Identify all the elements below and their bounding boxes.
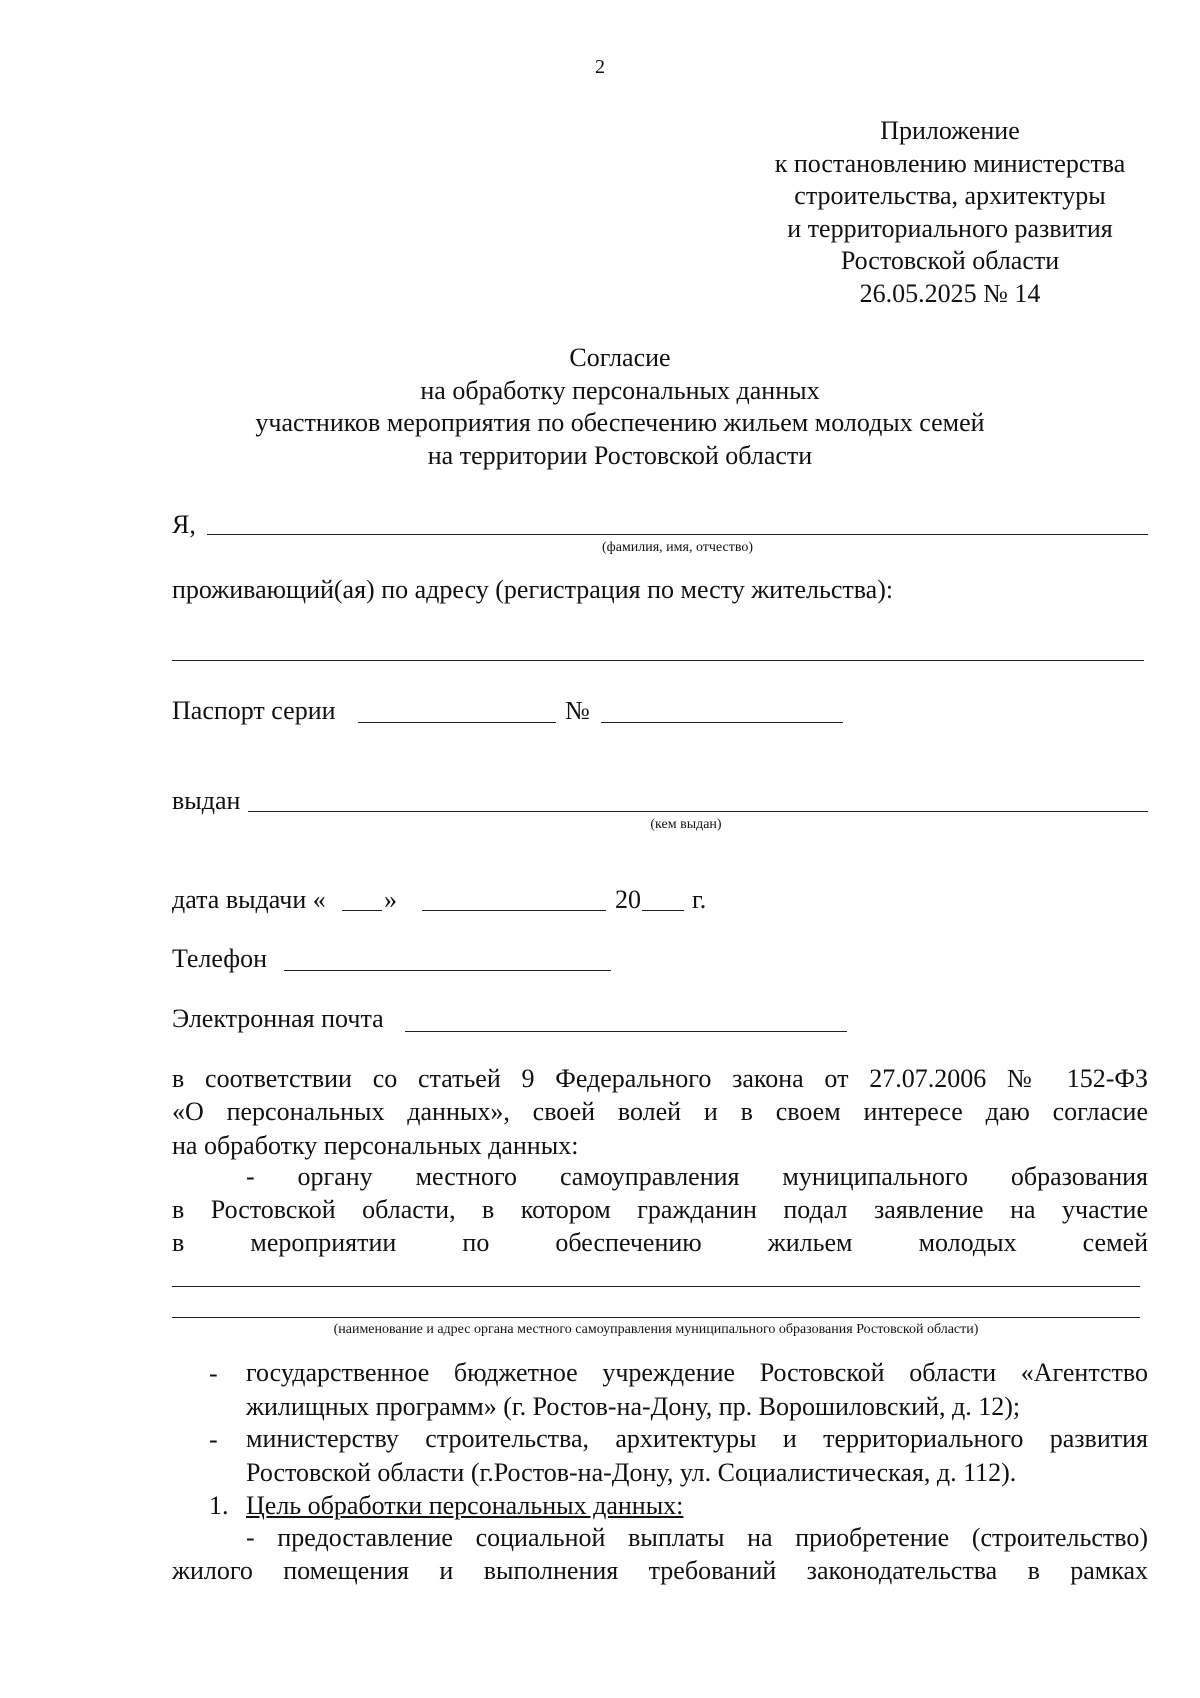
org1-line: в Ростовской области, в котором гражданин подал заявление на участие [172,1195,1148,1224]
email-label: Электронная почта [172,1004,384,1033]
passport-number-input-line[interactable] [601,722,843,723]
title-line: участников мероприятия по обеспечению жильем молодых семей [255,408,985,437]
phone-input-line[interactable] [284,970,611,971]
phone-label: Телефон [172,944,268,973]
email-input-line[interactable] [405,1031,847,1032]
title-line: на обработку персональных данных [420,375,820,405]
title-line: на территории Ростовской области [427,440,813,470]
org1-caption: (наименование и адрес органа местного самоуправления муниципального образования Ростовской области) [333,1322,979,1337]
consent-paragraph-line: «О персональных данных», своей волей и в своем интересе даю согласие [172,1097,1148,1126]
bullet-dash: - [209,1425,218,1454]
issue-date-close: » [384,885,397,914]
issued-by-input-line[interactable] [248,811,1148,812]
issued-label: выдан [172,786,241,815]
fio-caption: (фамилия, имя, отчество) [601,540,754,555]
org1-line: в мероприятии по обеспечению жильем молодых семей [172,1228,1148,1257]
appendix-line: Приложение [880,116,1020,145]
address-input-line[interactable] [172,660,1144,661]
fio-input-line[interactable] [207,534,1148,535]
passport-series-input-line[interactable] [358,722,556,723]
org2-line: жилищных программ» (г. Ростов-на-Дону, пр. Ворошиловский, д. 12); [246,1392,1021,1421]
issue-year-input-line[interactable] [642,910,684,911]
appendix-line: и территориального развития [787,213,1113,243]
appendix-header [720,115,1180,310]
purpose-line: - предоставление социальной выплаты на приобретение (строительство) [246,1523,1148,1552]
consent-paragraph-line: в соответствии со статьей 9 Федерального закона от 27.07.2006 № 152-ФЗ [172,1064,1148,1093]
issue-date-label: дата выдачи « [172,885,326,914]
document-title [230,342,1010,472]
i-label: Я, [172,510,196,539]
appendix-line: строительства, архитектуры [794,181,1106,210]
org1-line: - органу местного самоуправления муниципального образования [246,1162,1148,1191]
section1-number: 1. [209,1491,229,1520]
page-number: 2 [595,56,605,78]
issue-year-suffix: г. [692,885,707,914]
appendix-date-number: 26.05.2025 № 14 [859,278,1041,308]
org1-address-input-line[interactable] [172,1317,1140,1318]
issue-year-prefix: 20 [615,885,641,914]
org3-line: Ростовской области (г.Ростов-на-Дону, ул. Социалистическая, д. 112). [246,1458,1017,1487]
appendix-line: Ростовской области [840,246,1060,275]
issue-month-input-line[interactable] [422,910,606,911]
issued-caption: (кем выдан) [650,817,722,832]
purpose-line: жилого помещения и выполнения требований законодательства в рамках [172,1556,1148,1585]
section1-title: Цель обработки персональных данных: [246,1491,684,1520]
org1-name-input-line[interactable] [172,1286,1140,1287]
consent-paragraph-line: на обработку персональных данных: [172,1131,579,1160]
appendix-line: к постановлению министерства [774,148,1126,178]
title-line: Согласие [569,343,671,372]
issue-day-input-line[interactable] [342,910,382,911]
bullet-dash: - [209,1359,218,1388]
org2-line: государственное бюджетное учреждение Ростовской области «Агентство [246,1358,1148,1387]
address-label: проживающий(ая) по адресу (регистрация по месту жительства): [172,575,894,604]
org3-line: министерству строительства, архитектуры и территориального развития [246,1424,1148,1453]
passport-number-label: № [565,696,590,725]
passport-series-label: Паспорт серии [172,696,336,725]
